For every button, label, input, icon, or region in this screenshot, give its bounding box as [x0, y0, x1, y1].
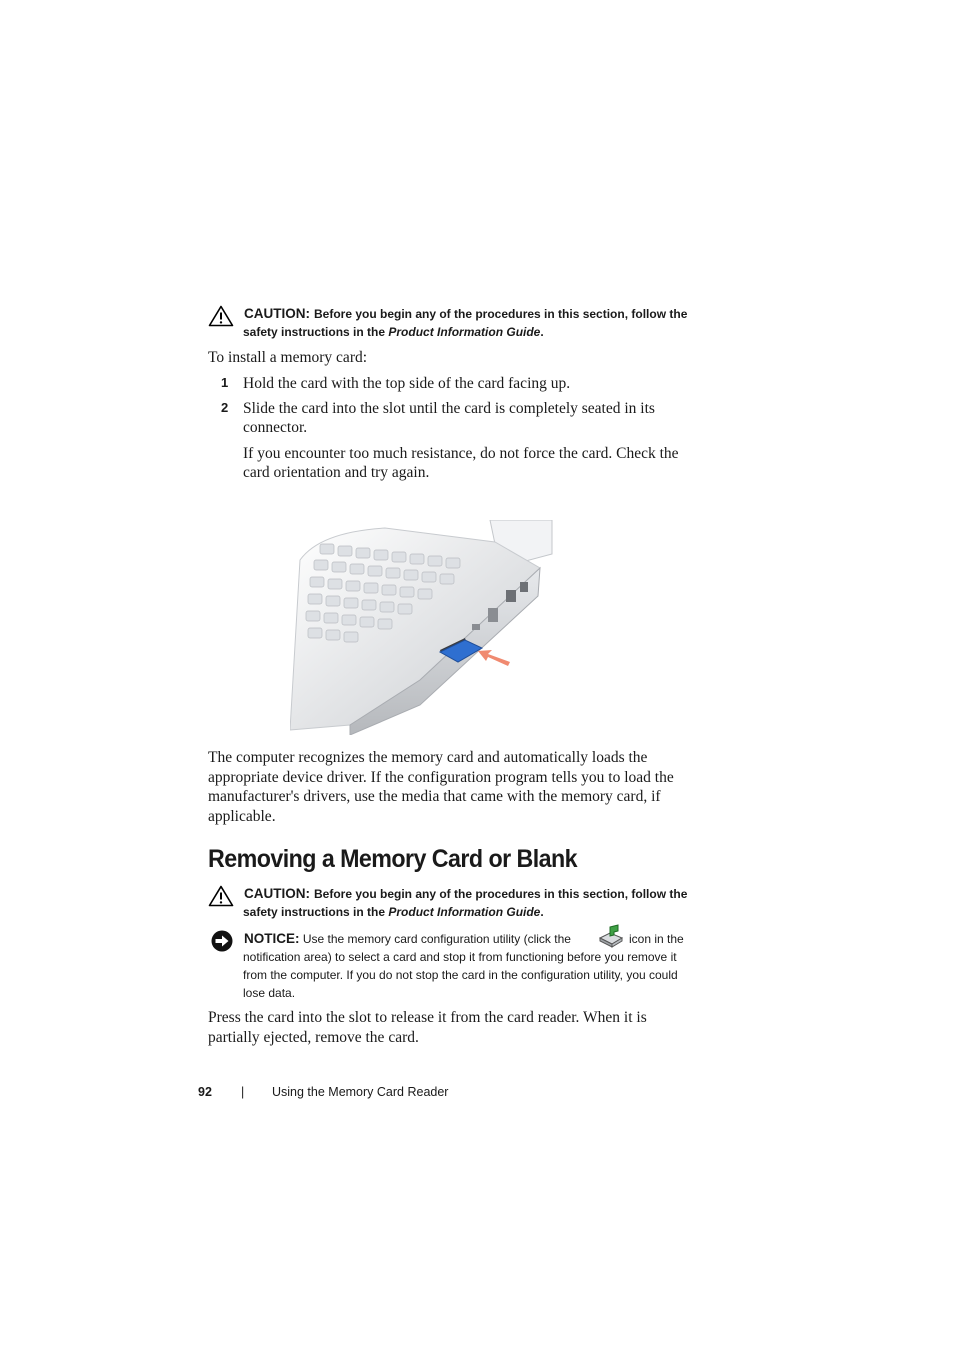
notice-text: icon in the: [629, 932, 684, 946]
laptop-memory-card-illustration: [290, 520, 560, 735]
notice-arrow-icon: [210, 929, 234, 953]
step-note: If you encounter too much resistance, do not force the card. Check the: [243, 445, 679, 462]
step-text: Slide the card into the slot until the card is completely seated in its: [243, 400, 655, 417]
paragraph-line: applicable.: [208, 807, 276, 825]
caution-triangle-icon: [208, 885, 234, 907]
notice-text: lose data.: [243, 986, 296, 1000]
caution-label: CAUTION:: [244, 306, 310, 321]
caution-text-cont: safety instructions in the: [243, 325, 389, 339]
step-text: connector.: [243, 419, 308, 436]
guide-title: Product Information Guide: [388, 905, 541, 919]
notice-text: Use the memory card configuration utility (click the: [302, 932, 571, 946]
page-number: 92: [198, 1085, 212, 1099]
caution-label: CAUTION:: [244, 886, 310, 901]
caution-text: Before you begin any of the procedures in this section, follow the: [314, 887, 688, 901]
paragraph-line: The computer recognizes the memory card and automatically loads the: [208, 749, 648, 766]
notice-label: NOTICE:: [244, 931, 300, 946]
caution-text-cont: safety instructions in the: [243, 905, 389, 919]
footer-section-title: Using the Memory Card Reader: [272, 1085, 449, 1099]
notice-text: notification area) to select a card and stop it from functioning before you remove it: [243, 950, 677, 964]
intro-text: To install a memory card:: [208, 349, 368, 366]
section-heading: Removing a Memory Card or Blank: [208, 845, 578, 873]
paragraph-line: appropriate device driver. If the configuration program tells you to load the: [208, 768, 674, 786]
caution-triangle-icon: [208, 305, 234, 327]
recognize-paragraph: [208, 748, 674, 826]
paragraph-line: manufacturer's drivers, use the media that came with the memory card, if: [208, 788, 661, 805]
guide-title: Product Information Guide: [388, 325, 541, 339]
memory-card-utility-icon[interactable]: [598, 924, 624, 948]
paragraph-line: Press the card into the slot to release it from the card reader. When it is: [208, 1009, 647, 1026]
step-note: card orientation and try again.: [243, 464, 430, 481]
press-paragraph: [208, 1008, 647, 1047]
caution-period: .: [540, 325, 544, 339]
caution-period: .: [540, 905, 544, 919]
step-number: 2: [221, 400, 229, 415]
paragraph-line: partially ejected, remove the card.: [208, 1028, 419, 1046]
step-number: 1: [221, 375, 229, 390]
footer-separator: |: [241, 1085, 245, 1099]
notice-text: from the computer. If you do not stop the card in the configuration utility, you could: [243, 968, 678, 982]
step-text: Hold the card with the top side of the card facing up.: [243, 375, 571, 392]
caution-text: Before you begin any of the procedures in this section, follow the: [314, 307, 688, 321]
